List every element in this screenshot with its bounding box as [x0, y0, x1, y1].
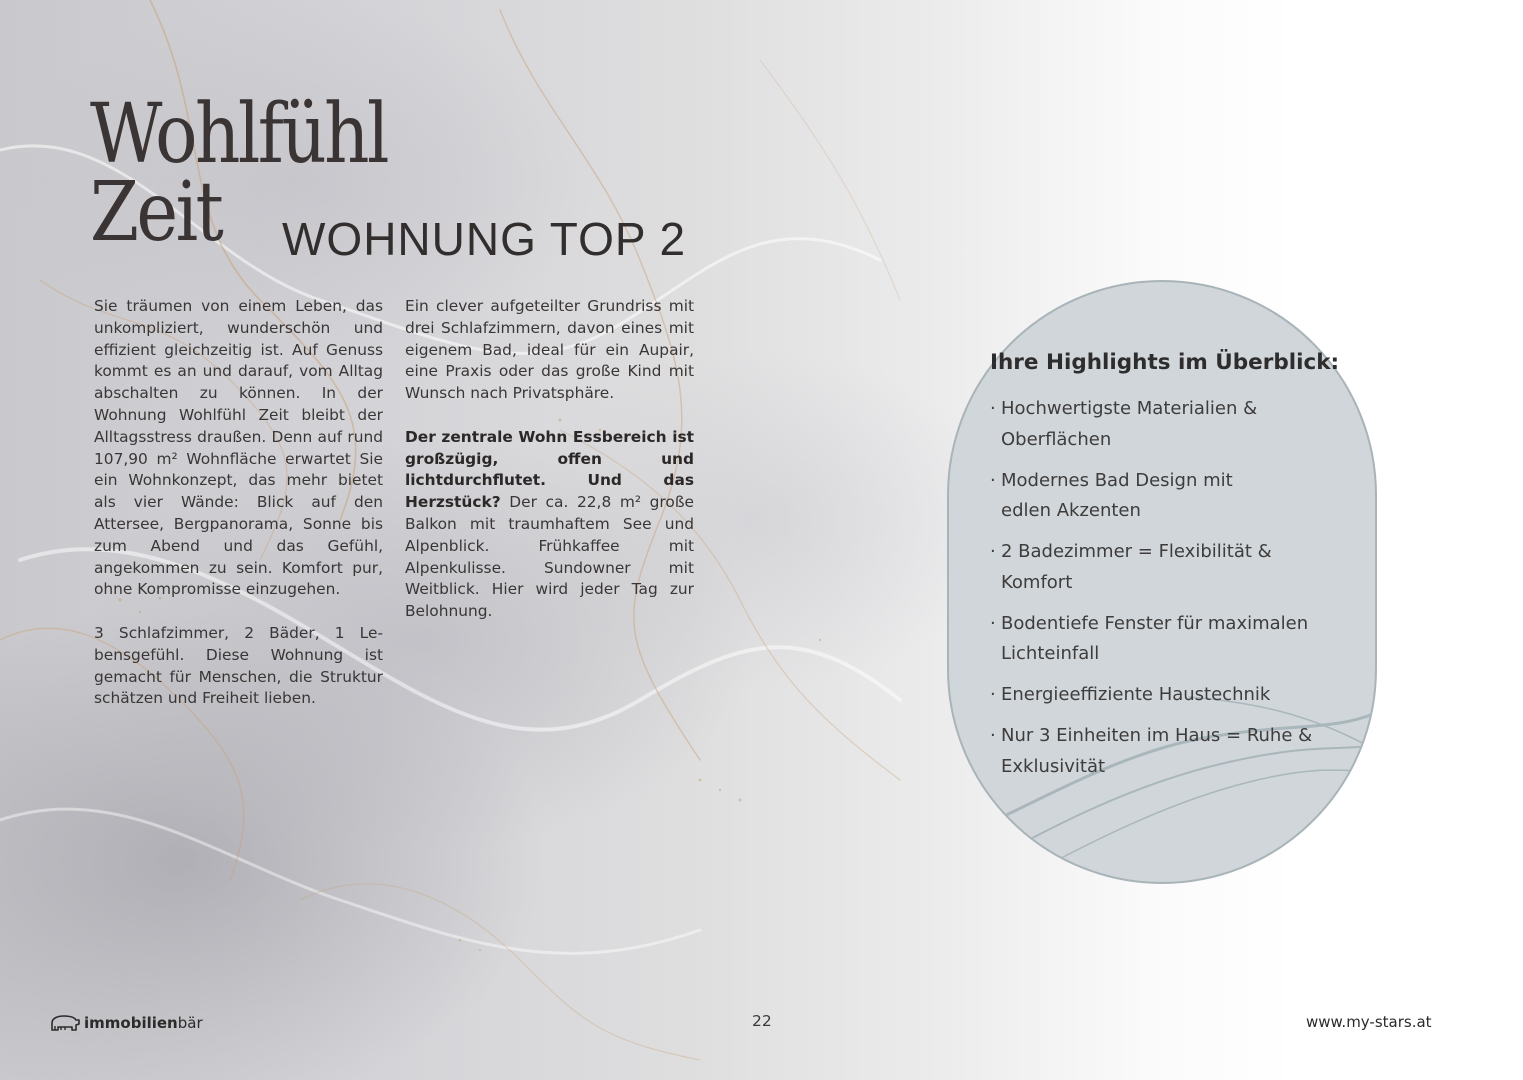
bullet-icon: ·	[990, 612, 996, 634]
highlight-item	[990, 537, 1360, 598]
bullet-icon: ·	[990, 725, 996, 746]
bullet-icon: ·	[990, 398, 996, 419]
highlight-text-line-1: Modernes Bad Design mit	[1001, 469, 1233, 491]
bullet-icon: ·	[990, 469, 996, 491]
text-column-left	[94, 296, 383, 732]
highlight-text-line-1: 2 Badezimmer = Flexibilität &	[1001, 541, 1272, 562]
right-paragraph-1: Ein clever aufgeteilter Grundriss mit drei Schlafzimmern, davon eines mit eigenem Bad, ideal für ein Aupair, eine Praxis oder das große Kind mit Wunsch nach Privatsphäre.	[405, 297, 694, 403]
highlight-item	[990, 680, 1360, 711]
title-line-1: Wohlfühl	[90, 87, 387, 182]
highlight-item	[990, 721, 1360, 782]
highlight-text-line-2: Oberflächen	[1001, 428, 1112, 450]
right-paragraph-2	[405, 427, 694, 623]
page-subtitle: WOHNUNG TOP 2	[282, 213, 687, 265]
highlight-item	[990, 466, 1360, 527]
highlights-title: Ihre Highlights im Überblick:	[990, 350, 1340, 375]
right-paragraph-2-rest: Der ca. 22,8 m² große Balkon mit traumhaftem See und Alpenblick. Frühkaffee mit Alpenkulisse. Sundowner mit Weitblick. Hier wird jeder Tag zur Belohnung.	[405, 493, 694, 621]
highlight-text-line-2: Komfort	[1001, 571, 1073, 593]
highlight-text-line-1: Bodentiefe Fenster für maximalen	[1001, 612, 1309, 634]
page-number: 22	[752, 1012, 772, 1030]
highlight-text-line-2: edlen Akzenten	[1001, 500, 1141, 521]
highlights-list	[990, 394, 1360, 793]
highlight-text-line-2: Exklusivität	[1001, 755, 1106, 777]
highlight-text-line-1: Nur 3 Einheiten im Haus = Ruhe &	[1001, 725, 1313, 746]
highlight-text-line-1: Hochwertigste Materialien &	[1001, 398, 1258, 419]
highlight-text-line-2: Lichteinfall	[1001, 643, 1100, 664]
website-link[interactable]: www.my-stars.at	[1306, 1013, 1432, 1031]
bear-icon	[50, 1012, 80, 1034]
title-line-2: Zeit	[90, 165, 222, 260]
left-paragraph-2: 3 Schlafzimmer, 2 Bäder, 1 Lebensgefühl. Diese Wohnung ist gemacht für Menschen, die Struktur schätzen und Freiheit lieben.	[94, 623, 383, 708]
logo-text-light: bär	[177, 1014, 203, 1032]
left-paragraph-1: Sie träumen von einem Leben, das unkompliziert, wunderschön und effizient gleichzeitig ist. Auf Genuss kommt es an und darauf, vom Alltag abschalten zu können. In der Wohnung Wohlfühl Zeit bleibt der Alltagsstress draußen. Denn auf rund 107,90 m² Wohnfläche erwartet Sie ein Wohnkonzept, das mehr bietet als vier Wände: Blick auf den Attersee, Bergpanorama, Sonne bis zum Abend und das Gefühl, angekommen zu sein. Komfort pur, ohne Kompromisse einzugehen.	[94, 297, 383, 599]
highlight-item	[990, 394, 1360, 455]
bullet-icon: ·	[990, 541, 996, 562]
bullet-icon: ·	[990, 684, 996, 705]
logo-text-strong: immobilien	[84, 1014, 178, 1032]
highlight-text-line-1: Energieeffiziente Haustechnik	[1001, 684, 1271, 705]
right-paragraph-2-bold: Der zentrale Wohn Essbereich ist großzügig, offen und lichtdurchflutet. Und das Herzstück?	[405, 427, 694, 512]
text-column-right	[405, 296, 694, 645]
company-logo	[50, 1010, 203, 1036]
highlight-item	[990, 609, 1360, 670]
